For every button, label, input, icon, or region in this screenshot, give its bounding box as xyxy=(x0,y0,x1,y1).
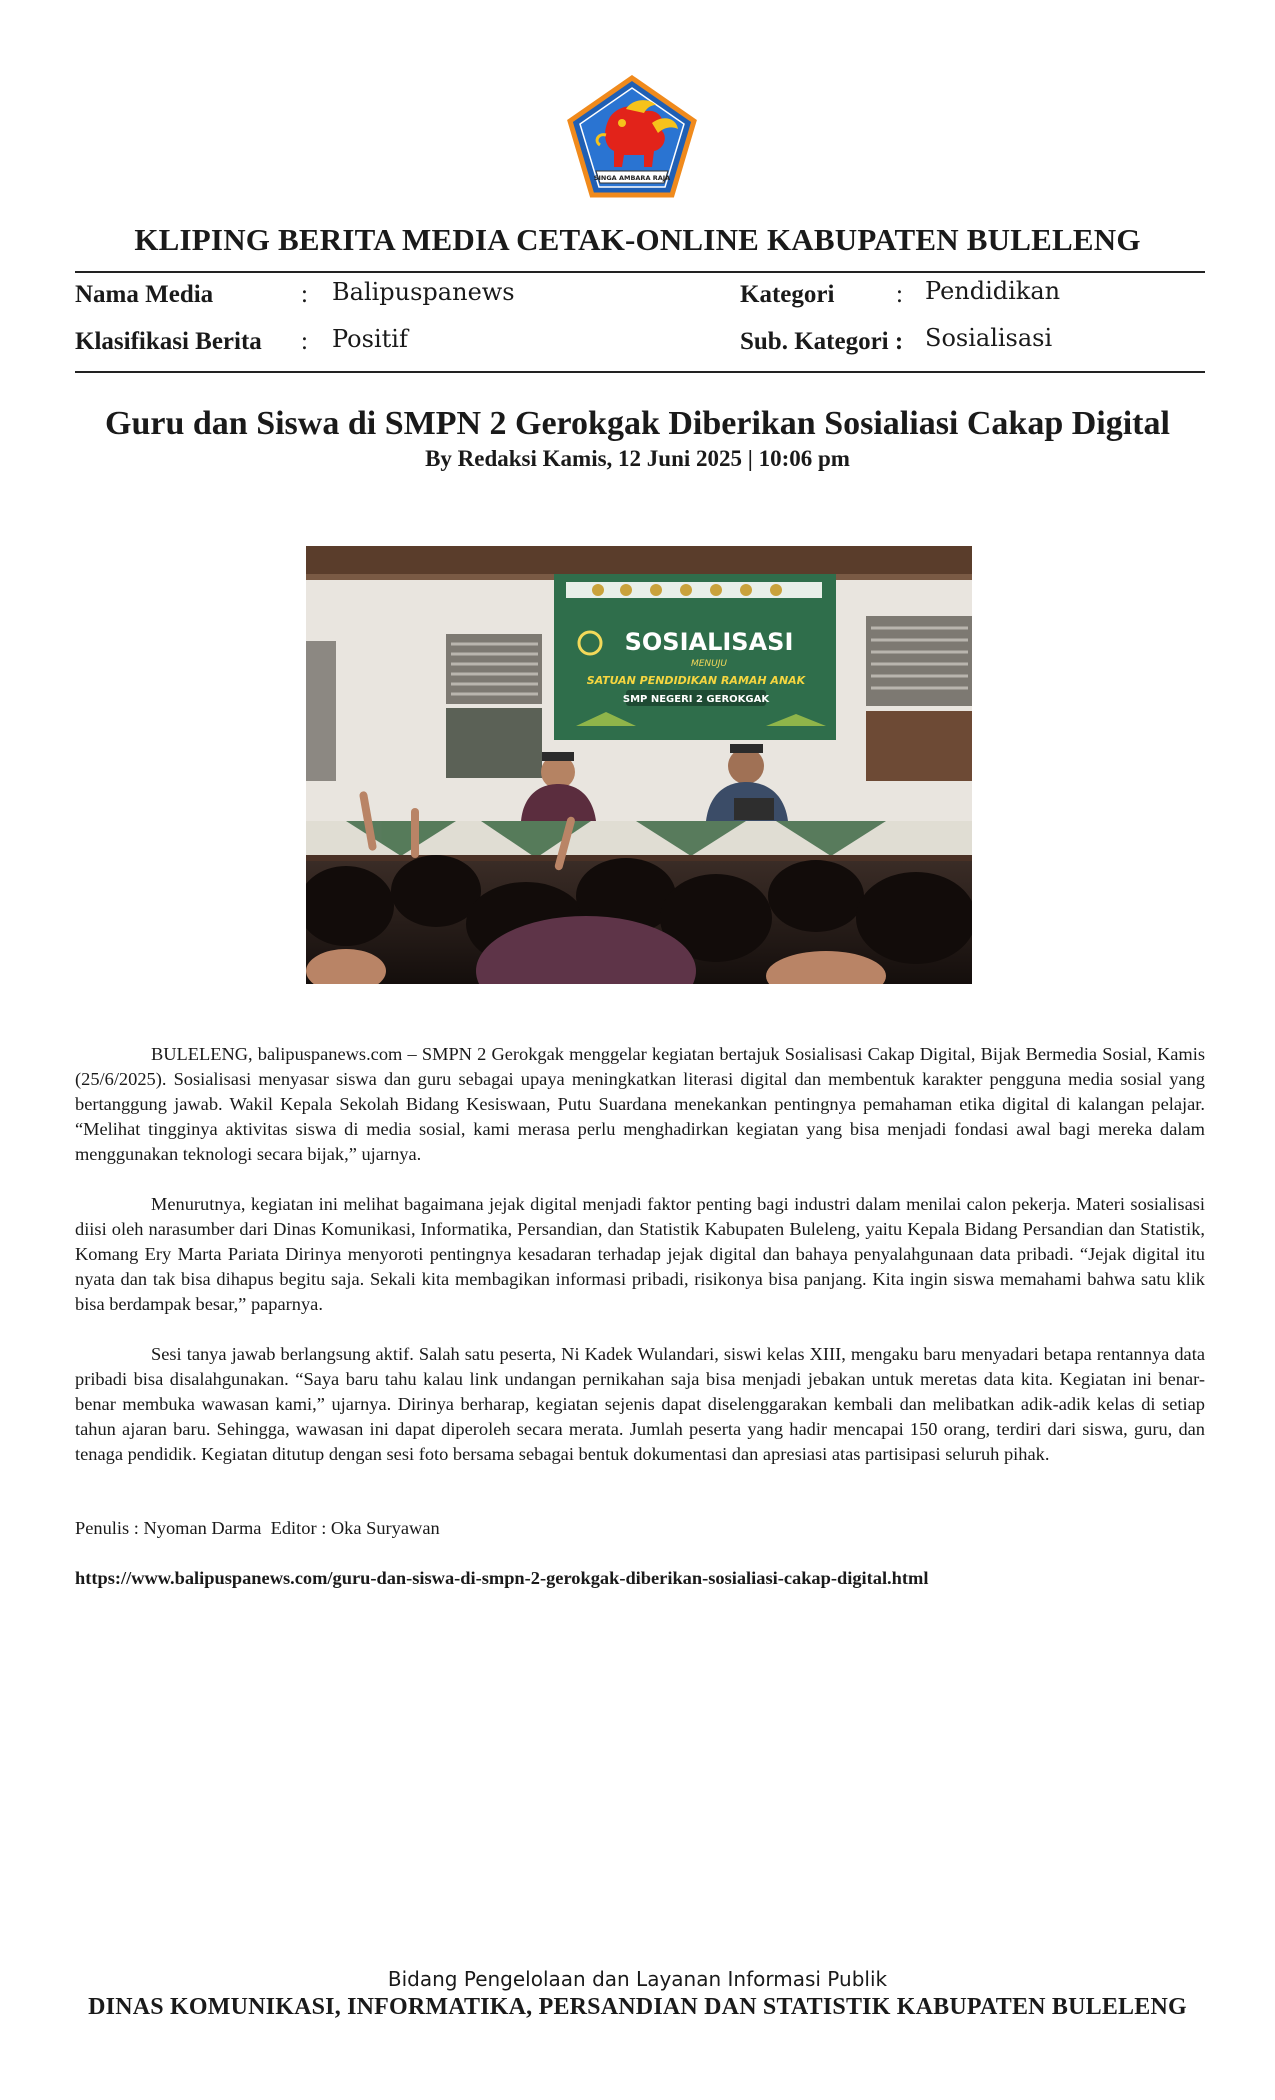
kategori-colon: : xyxy=(896,281,903,308)
subkategori-value: Sosialisasi xyxy=(925,324,1053,352)
meta-top-divider xyxy=(75,271,1205,273)
subkategori-label: Sub. Kategori : xyxy=(740,328,904,355)
article-paragraph: Sesi tanya jawab berlangsung aktif. Salah satu peserta, Ni Kadek Wulandari, siswi kelas XIII, mengaku baru menyadari betapa rentannya data pribadi bisa disalahgunakan. “Saya baru tahu kalau link undangan pernikahan saja bisa menjadi jebakan untuk meretas data kita. Kegiatan ini benar-benar membuka wawasan kami,” ujarnya. Dirinya berharap, kegiatan sejenis dapat diselenggarakan kembali dan melibatkan adik-adik kelas di setiap tahun ajaran baru. Sehingga, wawasan ini dapat diperoleh secara merata. Jumlah peserta yang hadir mencapai 150 orang, terdiri dari siswa, guru, dan tenaga pendidik. Kegiatan ditutup dengan sesi foto bersama sebagai bentuk dokumentasi dan apresiasi atas partisipasi seluruh pihak. xyxy=(75,1344,1205,1464)
footer-agency: DINAS KOMUNIKASI, INFORMATIKA, PERSANDIAN DAN STATISTIK KABUPATEN BULELENG xyxy=(88,1994,1187,2020)
kategori-label: Kategori xyxy=(740,281,835,308)
banner-title: SOSIALISASI xyxy=(624,628,794,656)
banner-line2: MENUJU xyxy=(690,659,728,669)
banner-line4: SMP NEGERI 2 GEROKGAK xyxy=(622,694,770,705)
article-paragraph: Menurutnya, kegiatan ini melihat bagaimana jejak digital menjadi faktor penting bagi industri dalam menilai calon pekerja. Materi sosialisasi diisi oleh narasumber dari Dinas Komunikasi, Informatika, Persandian, dan Statistik Kabupaten Buleleng, yaitu Kepala Bidang Persandian dan Statistik, Komang Ery Marta Pariata Dirinya menyoroti pentingnya kesadaran terhadap jejak digital dan bahaya penyalahgunaan data pribadi. “Jejak digital itu nyata dan tak bisa dihapus begitu saja. Sekali kita membagikan informasi pribadi, risikonya bisa panjang. Kita ingin siswa memahami bahwa satu klik bisa berdampak besar,” paparnya. xyxy=(75,1194,1205,1314)
kliping-title: KLIPING BERITA MEDIA CETAK-ONLINE KABUPATEN BULELENG xyxy=(134,222,1141,257)
kategori-value: Pendidikan xyxy=(925,277,1061,305)
klasifikasi-value: Positif xyxy=(332,325,408,353)
media-colon: : xyxy=(301,281,308,308)
article-body xyxy=(75,1042,1205,1492)
buleleng-emblem-logo xyxy=(566,75,698,199)
emblem-motto: SINGA AMBARA RAJA xyxy=(593,174,671,182)
footer-department: Bidang Pengelolaan dan Layanan Informasi Publik xyxy=(387,1967,888,1991)
article-byline: By Redaksi Kamis, 12 Juni 2025 | 10:06 pm xyxy=(425,446,850,471)
article-photo xyxy=(306,546,972,984)
source-url-link[interactable]: https://www.balipuspanews.com/guru-dan-siswa-di-smpn-2-gerokgak-diberikan-sosialiasi-cakap-digital.html xyxy=(75,1568,929,1588)
klasifikasi-colon: : xyxy=(301,328,308,355)
media-label: Nama Media xyxy=(75,281,214,308)
article-paragraph: BULELENG, balipuspanews.com – SMPN 2 Gerokgak menggelar kegiatan bertajuk Sosialisasi Cakap Digital, Bijak Bermedia Sosial, Kamis (25/6/2025). Sosialisasi menyasar siswa dan guru sebagai upaya meningkatkan literasi digital dan membentuk karakter pengguna media sosial yang bertanggung jawab. Wakil Kepala Sekolah Bidang Kesiswaan, Putu Suardana menekankan pentingnya pemahaman etika digital di kalangan pelajar. “Melihat tingginya aktivitas siswa di media sosial, kami merasa perlu menghadirkan kegiatan yang bisa menjadi fondasi awal bagi mereka dalam menggunakan teknologi secara bijak,” ujarnya. xyxy=(75,1044,1205,1164)
media-value: Balipuspanews xyxy=(332,278,515,306)
article-credits: Penulis : Nyoman Darma Editor : Oka Suryawan xyxy=(75,1518,440,1538)
meta-bottom-divider xyxy=(75,371,1205,373)
banner-line3: SATUAN PENDIDIKAN RAMAH ANAK xyxy=(586,674,806,687)
article-headline: Guru dan Siswa di SMPN 2 Gerokgak Diberikan Sosialiasi Cakap Digital xyxy=(105,405,1170,442)
klasifikasi-label: Klasifikasi Berita xyxy=(75,328,262,355)
